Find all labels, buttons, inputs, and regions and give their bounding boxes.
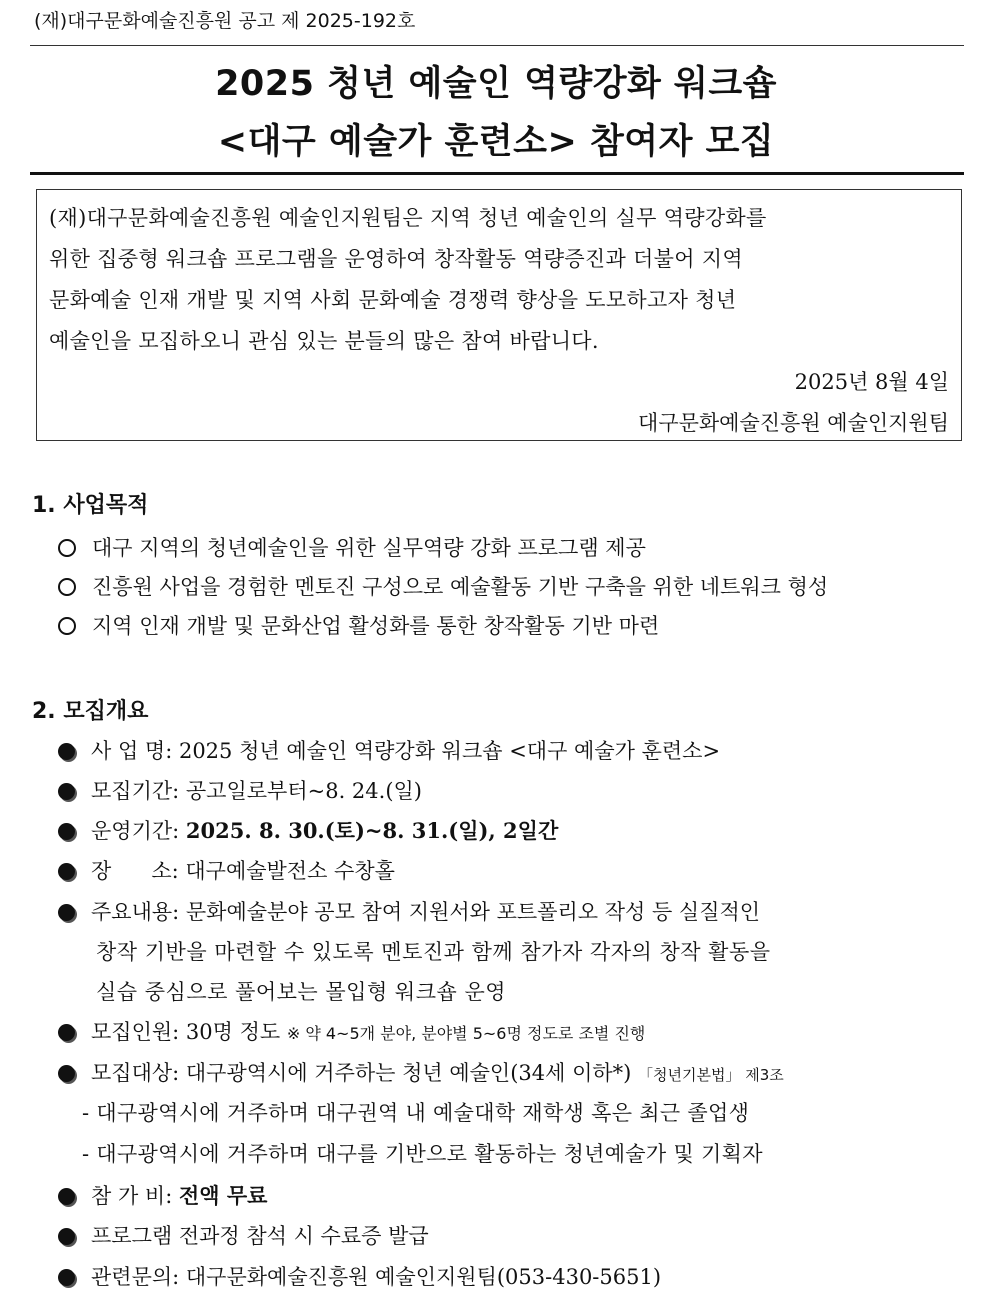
- purpose-item-1: 대구 지역의 청년예술인을 위한 실무역량 강화 프로그램 제공: [92, 536, 646, 560]
- list-item: [58, 1261, 962, 1291]
- contact: 관련문의: 대구문화예술진흥원 예술인지원팀(053-430-5651): [91, 1265, 662, 1289]
- intro-issuer: 대구문화예술진흥원 예술인지원팀: [638, 411, 949, 435]
- top-rule: [30, 45, 964, 46]
- target-sub-1: - 대구광역시에 거주하며 대구권역 내 예술대학 재학생 혹은 최근 졸업생: [82, 1101, 750, 1125]
- headcount: 모집인원: 30명 정도: [91, 1020, 287, 1044]
- purpose-item-2: 진흥원 사업을 경험한 멘토진 구성으로 예술활동 기반 구축을 위한 네트워크 형성: [92, 575, 829, 599]
- list-item: [58, 1220, 962, 1250]
- intro-line-4: 예술인을 모집하오니 관심 있는 분들의 많은 참여 바랍니다.: [49, 329, 599, 353]
- headcount-note: ※ 약 4~5개 분야, 분야별 5~6명 정도로 조별 진행: [286, 1024, 646, 1043]
- filled-bullet-icon: [58, 1188, 75, 1205]
- intro-line-2: 위한 집중형 워크숍 프로그램을 운영하여 창작활동 역량증진과 더불어 지역: [49, 247, 743, 271]
- list-item: [58, 610, 962, 640]
- filled-bullet-icon: [58, 1065, 75, 1082]
- venue: 장 소: 대구예술발전소 수창홀: [91, 859, 395, 883]
- filled-bullet-icon: [58, 743, 75, 760]
- filled-bullet-icon: [58, 904, 75, 921]
- filled-bullet-icon: [58, 823, 75, 840]
- intro-date: 2025년 8월 4일: [794, 370, 949, 394]
- recruit-period: 모집기간: 공고일로부터~8. 24.(일): [91, 779, 422, 803]
- list-item: [58, 775, 962, 805]
- fee-value: 전액 무료: [178, 1183, 268, 1208]
- filled-bullet-icon: [58, 863, 75, 880]
- list-item: [58, 855, 962, 885]
- circle-bullet-icon: [58, 539, 76, 557]
- operate-period: 2025. 8. 30.(토)~8. 31.(일), 2일간: [185, 818, 559, 843]
- target-sub-2: - 대구광역시에 거주하며 대구를 기반으로 활동하는 청년예술가 및 기획자: [82, 1142, 763, 1166]
- list-item: [58, 735, 962, 765]
- circle-bullet-icon: [58, 617, 76, 635]
- intro-line-3: 문화예술 인재 개발 및 지역 사회 문화예술 경쟁력 향상을 도모하고자 청년: [49, 288, 737, 312]
- operate-label: 운영기간:: [91, 819, 186, 843]
- target-note: 「청년기본법」 제3조: [638, 1066, 784, 1084]
- list-item: [58, 815, 962, 845]
- filled-bullet-icon: [58, 1228, 75, 1245]
- notice-number: (재)대구문화예술진흥원 공고 제 2025-192호: [34, 10, 416, 32]
- section1-heading: 1. 사업목적: [32, 493, 149, 518]
- list-item: [58, 1057, 962, 1087]
- purpose-item-3: 지역 인재 개발 및 문화산업 활성화를 통한 창작활동 기반 마련: [92, 614, 660, 638]
- section2-heading: 2. 모집개요: [32, 699, 149, 724]
- main-content-line2: 창작 기반을 마련할 수 있도록 멘토진과 함께 참가자 각자의 창작 활동을: [96, 940, 771, 964]
- project-name: 사 업 명: 2025 청년 예술인 역량강화 워크숍 <대구 예술가 훈련소>: [91, 739, 721, 763]
- page-title-line2: <대구 예술가 훈련소> 참여자 모집: [217, 122, 775, 162]
- filled-bullet-icon: [58, 783, 75, 800]
- list-item: [58, 571, 962, 601]
- page-title-line1: 2025 청년 예술인 역량강화 워크숍: [215, 64, 777, 104]
- filled-bullet-icon: [58, 1024, 75, 1041]
- list-item: [58, 1016, 962, 1046]
- main-content-line3: 실습 중심으로 풀어보는 몰입형 워크숍 운영: [96, 980, 507, 1004]
- list-item: [58, 532, 962, 562]
- fee-label: 참 가 비:: [91, 1184, 179, 1208]
- intro-box: [36, 189, 962, 441]
- certificate: 프로그램 전과정 참석 시 수료증 발급: [91, 1224, 429, 1248]
- title-rule: [30, 172, 964, 175]
- circle-bullet-icon: [58, 578, 76, 596]
- list-item: [58, 896, 962, 926]
- list-item: [58, 1180, 962, 1210]
- filled-bullet-icon: [58, 1269, 75, 1286]
- intro-line-1: (재)대구문화예술진흥원 예술인지원팀은 지역 청년 예술인의 실무 역량강화를: [49, 206, 767, 230]
- main-content-line1: 주요내용: 문화예술분야 공모 참여 지원서와 포트폴리오 작성 등 실질적인: [91, 900, 761, 924]
- target: 모집대상: 대구광역시에 거주하는 청년 예술인(34세 이하*): [91, 1061, 639, 1085]
